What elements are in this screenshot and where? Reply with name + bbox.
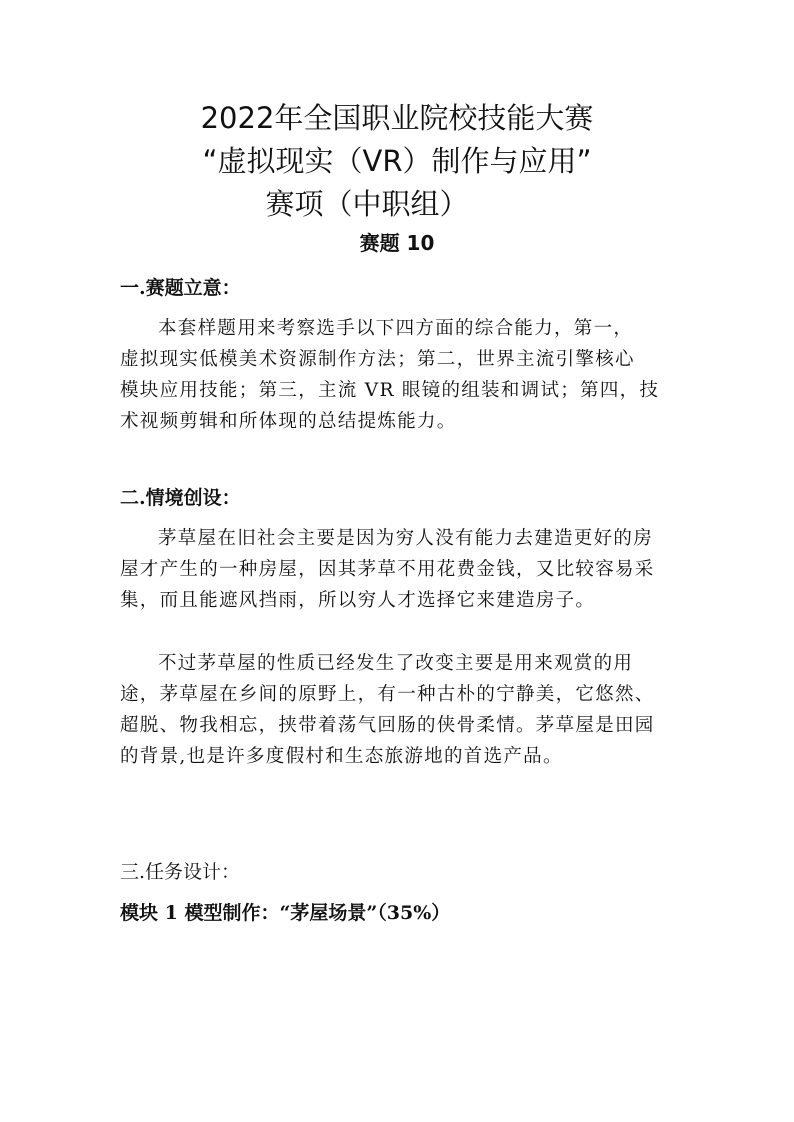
paragraph-line: 茅草屋在旧社会主要是因为穷人没有能力去建造更好的房 (158, 528, 654, 549)
exam-number-subtitle: 赛题 10 (359, 231, 435, 255)
paragraph-scenario-2 (120, 648, 668, 772)
paragraph-line: 途，茅草屋在乡间的原野上，有一种古朴的宁静美，它悠然、 (120, 684, 655, 705)
paragraph-line: 术视频剪辑和所体现的总结提炼能力。 (120, 411, 457, 432)
paragraph-line: 不过茅草屋的性质已经发生了改变主要是用来观赏的用 (158, 653, 634, 674)
section-heading-task-design: 三.任务设计： (120, 861, 241, 883)
paragraph-line: 模块应用技能；第三，主流 VR 眼镜的组装和调试；第四，技 (120, 380, 660, 401)
paragraph-line: 屋才产生的一种房屋，因其茅草不用花费金钱，又比较容易采 (120, 559, 655, 580)
section-heading-intent: 一.赛题立意： (120, 277, 241, 299)
document-title-line-3: 赛项（中职组） (265, 187, 469, 221)
document-title-line-2: “虚拟现实（VR）制作与应用” (202, 144, 592, 178)
paragraph-line: 集，而且能遮风挡雨，所以穷人才选择它来建造房子。 (120, 590, 596, 611)
paragraph-scenario-1 (120, 523, 668, 616)
paragraph-intent (120, 313, 668, 437)
document-title-line-1: 2022年全国职业院校技能大赛 (200, 101, 594, 135)
paragraph-line: 超脱、物我相忘，挟带着荡气回肠的侠骨柔情。茅草屋是田园 (120, 715, 655, 736)
section-heading-scenario: 二.情境创设： (120, 487, 241, 509)
paragraph-line: 本套样题用来考察选手以下四方面的综合能力，第一， (158, 318, 634, 339)
paragraph-line: 虚拟现实低模美术资源制作方法；第二，世界主流引擎核心 (120, 349, 635, 370)
module-1-heading: 模块 1 模型制作：“茅屋场景”（35%） (120, 902, 451, 924)
paragraph-line: 的背景,也是许多度假村和生态旅游地的首选产品。 (120, 746, 563, 767)
